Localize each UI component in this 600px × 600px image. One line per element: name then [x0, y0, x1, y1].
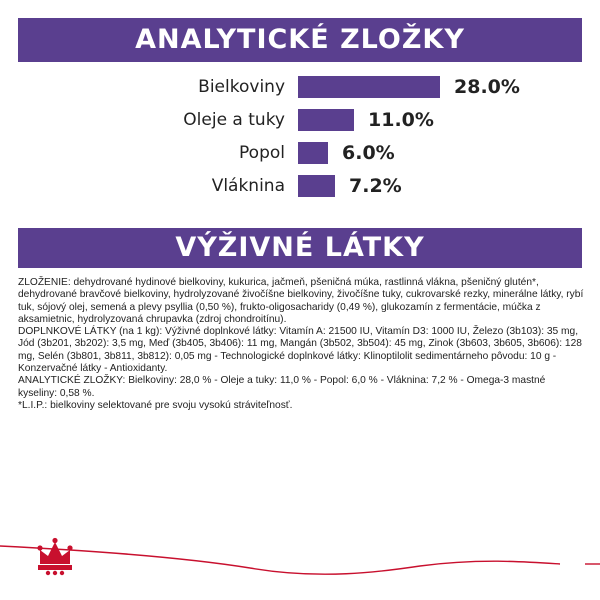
analytical-paragraph: ANALYTICKÉ ZLOŽKY: Bielkoviny: 28,0 % - Oleje a tuky: 11,0 % - Popol: 6,0 % - Vláknina: 7,2 % - Omega-3 mastné kyseliny: 0,58 %. [18, 375, 546, 399]
nutrients-heading: VÝŽIVNÉ LÁTKY [18, 228, 582, 268]
chart-value-label: 6.0% [342, 142, 395, 164]
additives-paragraph: DOPLNKOVÉ LÁTKY (na 1 kg): Výživné doplnkové látky: Vitamín A: 21500 IU, Vitamín D3: 1000 IU, Železo (3b103): 35 mg, Jód (3b201, 3b202): 3,5 mg, Meď (3b405, 3b406): 11 mg, Mangán (3b502, 3b504): 45 mg, Zinok (3b603, 3b605, 3b606): 128 mg, Selén (3b801, 3b811, 3b812): 0,05 mg - Technologické doplnkové látky: Klinoptilolit sedimentárneho pôvodu: 10 g - Konzervačné látky - Antioxidanty. [18, 326, 582, 375]
chart-row [0, 142, 600, 164]
analytical-components-chart [0, 76, 600, 206]
chart-bar [298, 175, 335, 197]
chart-value-label: 28.0% [454, 76, 520, 98]
chart-bar [298, 76, 440, 98]
footer-brand-line [0, 528, 600, 600]
chart-value-label: 7.2% [349, 175, 402, 197]
chart-category-label: Oleje a tuky [183, 110, 285, 130]
chart-bar [298, 109, 354, 131]
chart-row [0, 109, 600, 131]
chart-category-label: Bielkoviny [198, 77, 285, 97]
chart-category-label: Vláknina [211, 176, 285, 196]
footnote-paragraph: *L.I.P.: bielkoviny selektované pre svoju vysokú stráviteľnosť. [18, 399, 293, 411]
analytical-components-heading: ANALYTICKÉ ZLOŽKY [18, 18, 582, 62]
chart-value-label: 11.0% [368, 109, 434, 131]
chart-row [0, 76, 600, 98]
composition-paragraph: ZLOŽENIE: dehydrované hydinové bielkoviny, kukurica, jačmeň, pšeničná múka, rastlinná vlákna, pšeničný glutén*, dehydrované bravčové bielkoviny, hydrolyzované živočíšne bielkoviny, živočíšne tuky, cukrovarské rezky, minerálne látky, rybí tuk, sójový olej, semená a plevy psyllia (0,50 %), frukto-oligosacharidy (0,49 %), glukozamín z fermentácie, múčka z aksamietnic, hydrolyzovaná chrupavka (zdroj chondroitínu). [18, 277, 584, 325]
royal-canin-crown-icon [37, 538, 72, 575]
chart-category-label: Popol [239, 143, 285, 163]
chart-bar [298, 142, 328, 164]
composition-text [18, 277, 586, 412]
chart-row [0, 175, 600, 197]
brand-swoosh [0, 528, 600, 600]
